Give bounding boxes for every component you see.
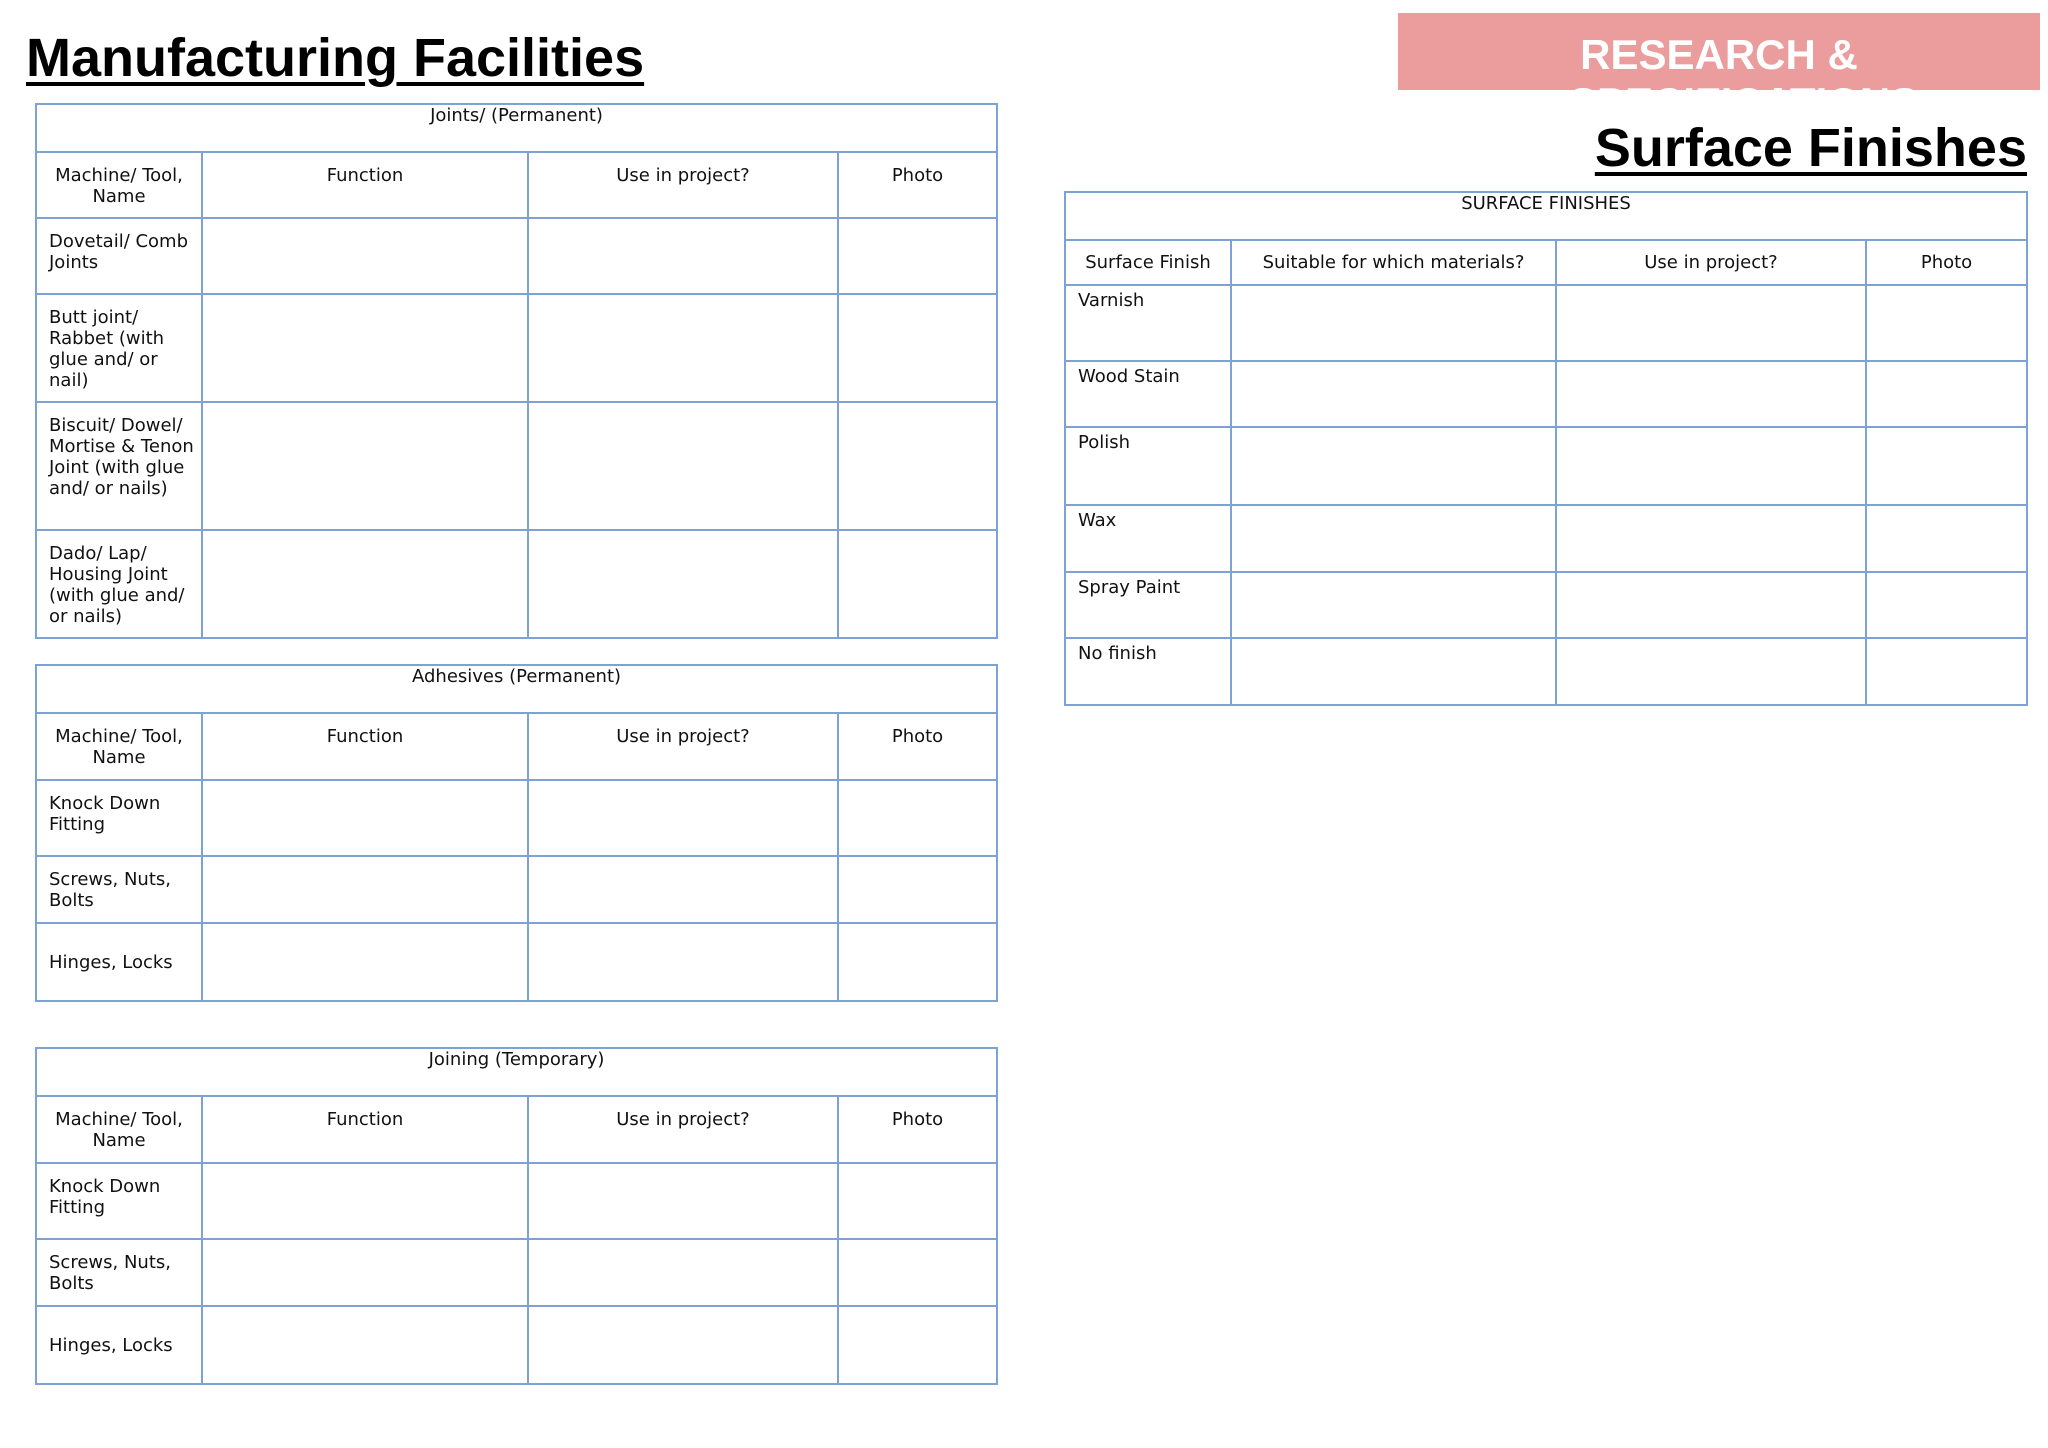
- column-header: Machine/ Tool, Name: [36, 713, 202, 780]
- joining-table: [35, 1047, 998, 1385]
- table-caption: Joining (Temporary): [36, 1048, 997, 1096]
- page-title: Manufacturing Facilities: [26, 28, 645, 88]
- column-header: Machine/ Tool, Name: [36, 152, 202, 218]
- column-header: Use in project?: [528, 1096, 838, 1163]
- table-caption: Joints/ (Permanent): [36, 104, 997, 152]
- table-row: [1065, 361, 2027, 427]
- row-label: Hinges, Locks: [36, 923, 202, 1001]
- photo-cell[interactable]: [838, 218, 997, 294]
- function-cell[interactable]: [202, 1239, 528, 1306]
- column-header: Use in project?: [1556, 240, 1866, 285]
- function-cell[interactable]: [202, 294, 528, 402]
- table-row: [1065, 638, 2027, 705]
- use-in-project-cell[interactable]: [528, 530, 838, 638]
- function-cell[interactable]: [202, 1163, 528, 1239]
- use-in-project-cell[interactable]: [528, 294, 838, 402]
- row-label: Wood Stain: [1065, 361, 1231, 427]
- column-header: Function: [202, 713, 528, 780]
- photo-cell[interactable]: [838, 1239, 997, 1306]
- row-label: Wax: [1065, 505, 1231, 572]
- materials-cell[interactable]: [1231, 572, 1556, 638]
- banner-text: RESEARCH & SPECIFICATIONS: [1569, 31, 1919, 126]
- use-in-project-cell[interactable]: [528, 402, 838, 530]
- row-label: No finish: [1065, 638, 1231, 705]
- table-row: [36, 218, 997, 294]
- table-caption: Adhesives (Permanent): [36, 665, 997, 713]
- table-caption: SURFACE FINISHES: [1065, 192, 2027, 240]
- table-row: [1065, 505, 2027, 572]
- column-header: Photo: [1866, 240, 2027, 285]
- use-in-project-cell[interactable]: [528, 923, 838, 1001]
- use-in-project-cell[interactable]: [528, 1306, 838, 1384]
- column-header: Use in project?: [528, 713, 838, 780]
- photo-cell[interactable]: [838, 923, 997, 1001]
- photo-cell[interactable]: [1866, 361, 2027, 427]
- use-in-project-cell[interactable]: [528, 1163, 838, 1239]
- column-header: Surface Finish: [1065, 240, 1231, 285]
- column-header: Use in project?: [528, 152, 838, 218]
- photo-cell[interactable]: [1866, 285, 2027, 361]
- use-in-project-cell[interactable]: [528, 856, 838, 923]
- table-row: [36, 780, 997, 856]
- photo-cell[interactable]: [1866, 427, 2027, 505]
- table-row: [1065, 572, 2027, 638]
- materials-cell[interactable]: [1231, 361, 1556, 427]
- function-cell[interactable]: [202, 923, 528, 1001]
- table-row: [1065, 427, 2027, 505]
- function-cell[interactable]: [202, 1306, 528, 1384]
- function-cell[interactable]: [202, 218, 528, 294]
- column-header: Photo: [838, 152, 997, 218]
- table-row: [36, 1239, 997, 1306]
- table-row: [36, 530, 997, 638]
- table-row: [36, 294, 997, 402]
- row-label: Spray Paint: [1065, 572, 1231, 638]
- photo-cell[interactable]: [838, 402, 997, 530]
- row-label: Dovetail/ Comb Joints: [36, 218, 202, 294]
- row-label: Varnish: [1065, 285, 1231, 361]
- photo-cell[interactable]: [838, 780, 997, 856]
- use-in-project-cell[interactable]: [528, 1239, 838, 1306]
- photo-cell[interactable]: [1866, 638, 2027, 705]
- function-cell[interactable]: [202, 856, 528, 923]
- table-row: [36, 856, 997, 923]
- use-in-project-cell[interactable]: [1556, 505, 1866, 572]
- materials-cell[interactable]: [1231, 638, 1556, 705]
- function-cell[interactable]: [202, 530, 528, 638]
- row-label: Screws, Nuts, Bolts: [36, 1239, 202, 1306]
- table-row: [36, 402, 997, 530]
- materials-cell[interactable]: [1231, 285, 1556, 361]
- table-row: [1065, 285, 2027, 361]
- photo-cell[interactable]: [838, 1306, 997, 1384]
- row-label: Polish: [1065, 427, 1231, 505]
- table-row: [36, 1163, 997, 1239]
- function-cell[interactable]: [202, 780, 528, 856]
- section-title: Surface Finishes: [1594, 118, 2027, 178]
- photo-cell[interactable]: [1866, 572, 2027, 638]
- photo-cell[interactable]: [838, 294, 997, 402]
- photo-cell[interactable]: [838, 1163, 997, 1239]
- photo-cell[interactable]: [838, 856, 997, 923]
- use-in-project-cell[interactable]: [1556, 572, 1866, 638]
- use-in-project-cell[interactable]: [1556, 361, 1866, 427]
- research-banner: [1398, 13, 2040, 126]
- column-header: Photo: [838, 713, 997, 780]
- row-label: Hinges, Locks: [36, 1306, 202, 1384]
- row-label: Knock Down Fitting: [36, 780, 202, 856]
- column-header: Photo: [838, 1096, 997, 1163]
- photo-cell[interactable]: [838, 530, 997, 638]
- use-in-project-cell[interactable]: [528, 780, 838, 856]
- row-label: Butt joint/ Rabbet (with glue and/ or nail): [36, 294, 202, 402]
- column-header: Function: [202, 152, 528, 218]
- row-label: Biscuit/ Dowel/ Mortise & Tenon Joint (with glue and/ or nails): [36, 402, 202, 530]
- surface-finishes-table: [1064, 191, 2028, 706]
- row-label: Screws, Nuts, Bolts: [36, 856, 202, 923]
- row-label: Dado/ Lap/ Housing Joint (with glue and/ or nails): [36, 530, 202, 638]
- use-in-project-cell[interactable]: [1556, 638, 1866, 705]
- column-header: Function: [202, 1096, 528, 1163]
- table-row: [36, 923, 997, 1001]
- use-in-project-cell[interactable]: [528, 218, 838, 294]
- function-cell[interactable]: [202, 402, 528, 530]
- column-header: Machine/ Tool, Name: [36, 1096, 202, 1163]
- use-in-project-cell[interactable]: [1556, 427, 1866, 505]
- column-header: Suitable for which materials?: [1231, 240, 1556, 285]
- adhesives-table: [35, 664, 998, 1002]
- table-row: [36, 1306, 997, 1384]
- materials-cell[interactable]: [1231, 505, 1556, 572]
- materials-cell[interactable]: [1231, 427, 1556, 505]
- use-in-project-cell[interactable]: [1556, 285, 1866, 361]
- photo-cell[interactable]: [1866, 505, 2027, 572]
- joints-table: [35, 103, 998, 639]
- row-label: Knock Down Fitting: [36, 1163, 202, 1239]
